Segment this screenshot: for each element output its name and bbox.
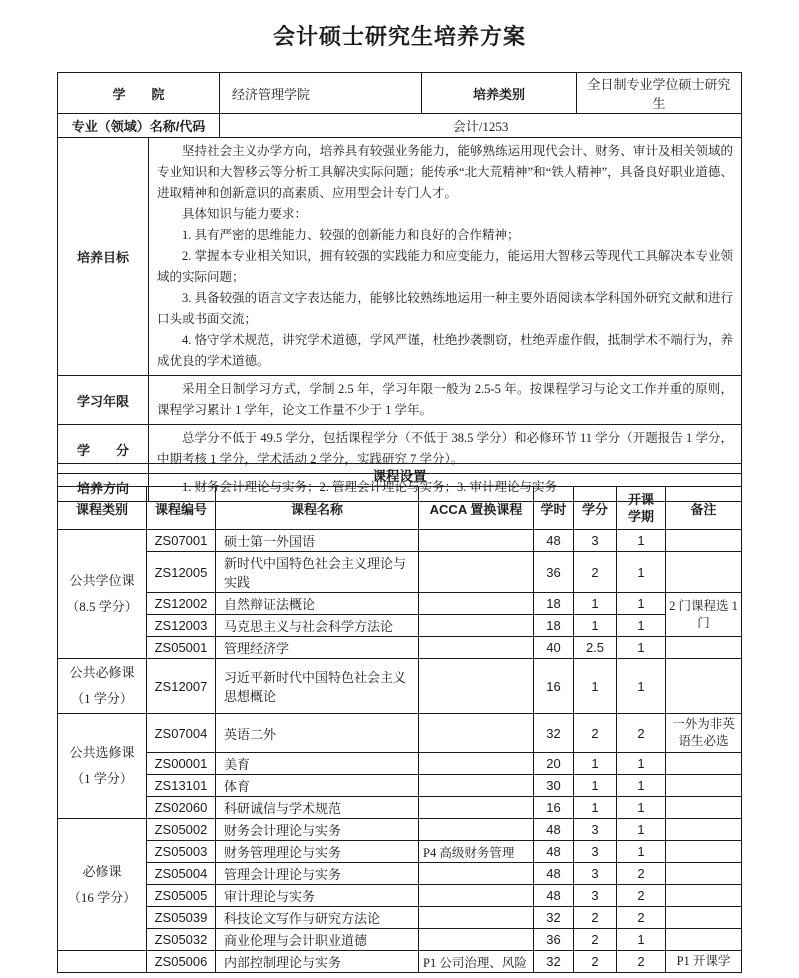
course-credits: 1 (574, 797, 617, 819)
course-name: 自然辩证法概论 (216, 593, 419, 615)
course-acca (419, 530, 534, 552)
course-hours: 40 (534, 637, 574, 659)
header-category: 课程类别 (58, 487, 147, 530)
course-name: 管理会计理论与实务 (216, 863, 419, 885)
course-semester: 1 (617, 753, 666, 775)
direction-paragraph: 1. 财务会计理论与实务；2. 管理会计理论与实务；3. 审计理论与实务 (182, 480, 558, 494)
course-semester: 2 (617, 907, 666, 929)
course-code: ZS05006 (147, 951, 216, 973)
course-semester: 1 (617, 659, 666, 714)
course-row (58, 797, 742, 819)
course-code: ZS12007 (147, 659, 216, 714)
course-credits: 1 (574, 593, 617, 615)
course-credits: 3 (574, 863, 617, 885)
course-acca (419, 775, 534, 797)
course-credits: 3 (574, 819, 617, 841)
course-credits: 3 (574, 841, 617, 863)
course-credits: 1 (574, 753, 617, 775)
course-acca (419, 753, 534, 775)
info-row-major (58, 114, 742, 138)
objective-paragraph: 1. 具有严密的思维能力、较强的创新能力和良好的合作精神； (182, 228, 520, 242)
course-remark (666, 753, 742, 775)
objective-paragraph: 具体知识与能力要求： (182, 207, 308, 221)
duration-text (149, 376, 742, 425)
course-credits: 2 (574, 951, 617, 973)
objective-text (149, 138, 742, 376)
objective-paragraph: 3. 具备较强的语言文字表达能力，能够比较熟练地运用一种主要外语阅读本学科国外研究文献和进行口头或书面交流； (157, 291, 734, 326)
course-name: 审计理论与实务 (216, 885, 419, 907)
major-code-label: 专业（领域）名称/代码 (58, 114, 220, 138)
category-cell-public-required (58, 659, 147, 714)
school-value: 经济管理学院 (220, 73, 422, 114)
course-remark: P1 开课学 (666, 951, 742, 973)
course-remark (666, 907, 742, 929)
course-acca (419, 593, 534, 615)
course-name: 财务会计理论与实务 (216, 819, 419, 841)
course-credits: 2 (574, 929, 617, 951)
direction-label: 培养方向 (58, 474, 149, 502)
course-name: 科技论文写作与研究方法论 (216, 907, 419, 929)
header-code: 课程编号 (147, 487, 216, 530)
course-semester: 2 (617, 951, 666, 973)
course-remark: 一外为非英语生必选 (666, 714, 742, 753)
category-credit: （1 学分） (71, 771, 133, 786)
credits-paragraph: 总学分不低于 49.5 学分，包括课程学分（不低于 38.5 学分）和必修环节 11 学分（开题报告 1 学分，中期考核 1 学分，学术活动 2 学分，实践研究 7 学分）。 (157, 431, 734, 466)
page-title: 会计硕士研究生培养方案 (272, 24, 526, 49)
course-hours: 48 (534, 841, 574, 863)
course-acca: P4 高级财务管理 (419, 841, 534, 863)
course-row (58, 615, 742, 637)
course-row (58, 753, 742, 775)
course-hours: 32 (534, 951, 574, 973)
course-row (58, 552, 742, 593)
course-hours: 36 (534, 929, 574, 951)
header-semester-text: 开课学期 (627, 492, 654, 524)
course-name: 体育 (216, 775, 419, 797)
duration-label: 学习年限 (58, 376, 149, 425)
course-hours: 16 (534, 797, 574, 819)
course-remark (666, 530, 742, 552)
course-hours: 30 (534, 775, 574, 797)
course-credits: 1 (574, 659, 617, 714)
course-code: ZS07001 (147, 530, 216, 552)
category-cell-public-degree (58, 530, 147, 659)
course-remark (666, 552, 742, 593)
course-hours: 48 (534, 819, 574, 841)
course-name: 管理经济学 (216, 637, 419, 659)
category-name: 公共学位课 (69, 573, 135, 588)
info-row-duration (58, 376, 742, 425)
course-name: 内部控制理论与实务 (216, 951, 419, 973)
course-semester: 1 (617, 775, 666, 797)
course-semester: 2 (617, 863, 666, 885)
objective-paragraph: 4. 恪守学术规范，讲究学术道德，学风严谨，杜绝抄袭剽窃，杜绝弄虚作假，抵制学术不端行为，养成优良的学术道德。 (157, 333, 734, 368)
course-code: ZS05001 (147, 637, 216, 659)
course-acca (419, 819, 534, 841)
course-acca (419, 714, 534, 753)
training-category-value: 全日制专业学位硕士研究生 (577, 73, 742, 114)
course-section-banner: 课程设置 (58, 464, 742, 487)
category-cell-public-elective (58, 714, 147, 819)
header-credits: 学分 (574, 487, 617, 530)
course-code: ZS12005 (147, 552, 216, 593)
course-acca (419, 885, 534, 907)
course-row (58, 863, 742, 885)
course-semester: 1 (617, 929, 666, 951)
training-category-label: 培养类别 (422, 73, 577, 114)
course-credits: 2.5 (574, 637, 617, 659)
course-code: ZS05039 (147, 907, 216, 929)
course-remark (666, 841, 742, 863)
course-remark (666, 863, 742, 885)
course-remark (666, 819, 742, 841)
course-credits: 3 (574, 885, 617, 907)
course-code: ZS05003 (147, 841, 216, 863)
course-remark (666, 797, 742, 819)
credits-label: 学 分 (58, 425, 149, 474)
course-row (58, 714, 742, 753)
course-code: ZS12002 (147, 593, 216, 615)
course-name: 美育 (216, 753, 419, 775)
category-cell-required (58, 819, 147, 951)
course-hours: 18 (534, 593, 574, 615)
category-name: 公共必修课 (69, 665, 135, 680)
course-semester: 1 (617, 615, 666, 637)
course-acca (419, 659, 534, 714)
course-code: ZS00001 (147, 753, 216, 775)
course-acca (419, 863, 534, 885)
course-name: 商业伦理与会计职业道德 (216, 929, 419, 951)
course-row (58, 819, 742, 841)
course-name: 硕士第一外国语 (216, 530, 419, 552)
course-remark (666, 885, 742, 907)
course-acca (419, 929, 534, 951)
course-hours: 36 (534, 552, 574, 593)
info-row-objective (58, 138, 742, 376)
category-cell-empty (58, 951, 147, 973)
course-semester: 2 (617, 885, 666, 907)
course-acca (419, 907, 534, 929)
course-acca (419, 615, 534, 637)
duration-paragraph: 采用全日制学习方式，学制 2.5 年，学习年限一般为 2.5-5 年。按课程学习与论文工作并重的原则，课程学习累计 1 学年，论文工作量不少于 1 学年。 (157, 382, 734, 417)
course-row (58, 593, 742, 615)
course-row (58, 929, 742, 951)
course-code: ZS13101 (147, 775, 216, 797)
course-row (58, 907, 742, 929)
course-code: ZS05002 (147, 819, 216, 841)
info-table (57, 72, 742, 502)
header-semester (617, 487, 666, 530)
school-label: 学 院 (58, 73, 220, 114)
course-semester: 1 (617, 797, 666, 819)
course-hours: 48 (534, 530, 574, 552)
course-name: 习近平新时代中国特色社会主义思想概论 (216, 659, 419, 714)
course-row (58, 659, 742, 714)
course-hours: 32 (534, 714, 574, 753)
course-credits: 1 (574, 775, 617, 797)
course-name: 财务管理理论与实务 (216, 841, 419, 863)
course-remark (666, 775, 742, 797)
course-row (58, 775, 742, 797)
header-hours: 学时 (534, 487, 574, 530)
course-table (57, 463, 742, 973)
course-code: ZS05004 (147, 863, 216, 885)
course-semester: 1 (617, 819, 666, 841)
course-semester: 1 (617, 530, 666, 552)
course-row (58, 530, 742, 552)
course-hours: 48 (534, 863, 574, 885)
course-name: 新时代中国特色社会主义理论与实践 (216, 552, 419, 593)
course-hours: 48 (534, 885, 574, 907)
course-semester: 2 (617, 714, 666, 753)
category-credit: （16 学分） (67, 889, 137, 905)
course-credits: 2 (574, 714, 617, 753)
course-semester: 1 (617, 841, 666, 863)
course-remark (666, 659, 742, 714)
course-remark (666, 637, 742, 659)
course-code: ZS05032 (147, 929, 216, 951)
course-hours: 16 (534, 659, 574, 714)
category-name: 必修课 (82, 863, 122, 879)
course-acca (419, 637, 534, 659)
course-semester: 1 (617, 593, 666, 615)
course-acca: P1 公司治理、风险 (419, 951, 534, 973)
course-section-banner-row (58, 464, 742, 487)
course-hours: 18 (534, 615, 574, 637)
header-acca: ACCA 置换课程 (419, 487, 534, 530)
objective-label: 培养目标 (58, 138, 149, 376)
course-code: ZS12003 (147, 615, 216, 637)
course-hours: 32 (534, 907, 574, 929)
course-credits: 2 (574, 907, 617, 929)
course-row (58, 841, 742, 863)
objective-paragraph: 2. 掌握本专业相关知识，拥有较强的实践能力和应变能力，能运用大智移云等现代工具解决本专业领域的实际问题； (157, 249, 734, 284)
course-remark (666, 929, 742, 951)
category-credit: （8.5 学分） (66, 599, 138, 614)
header-name: 课程名称 (216, 487, 419, 530)
category-credit: （1 学分） (71, 691, 133, 706)
objective-paragraph: 坚持社会主义办学方向，培养具有较强业务能力，能够熟练运用现代会计、财务、审计及相关领域的专业知识和大智移云等分析工具解决实际问题；能传承“北大荒精神”和“铁人精神”，具备良好职业道德、进取精神和创新意识的高素质、应用型会计专门人才。 (157, 144, 734, 200)
major-code-value: 会计/1253 (220, 114, 742, 138)
category-name: 公共选修课 (69, 745, 135, 760)
course-name: 科研诚信与学术规范 (216, 797, 419, 819)
course-row (58, 951, 742, 973)
course-credits: 3 (574, 530, 617, 552)
course-acca (419, 552, 534, 593)
course-code: ZS07004 (147, 714, 216, 753)
course-semester: 1 (617, 637, 666, 659)
course-code: ZS02060 (147, 797, 216, 819)
course-table-header-row (58, 487, 742, 530)
course-name: 马克思主义与社会科学方法论 (216, 615, 419, 637)
course-remark-merged: 2 门课程选 1 门 (666, 593, 742, 637)
course-credits: 2 (574, 552, 617, 593)
info-row-school (58, 73, 742, 114)
header-remark: 备注 (666, 487, 742, 530)
course-row (58, 885, 742, 907)
course-semester: 1 (617, 552, 666, 593)
course-row (58, 637, 742, 659)
course-name: 英语二外 (216, 714, 419, 753)
course-credits: 1 (574, 615, 617, 637)
course-acca (419, 797, 534, 819)
course-code: ZS05005 (147, 885, 216, 907)
course-hours: 20 (534, 753, 574, 775)
